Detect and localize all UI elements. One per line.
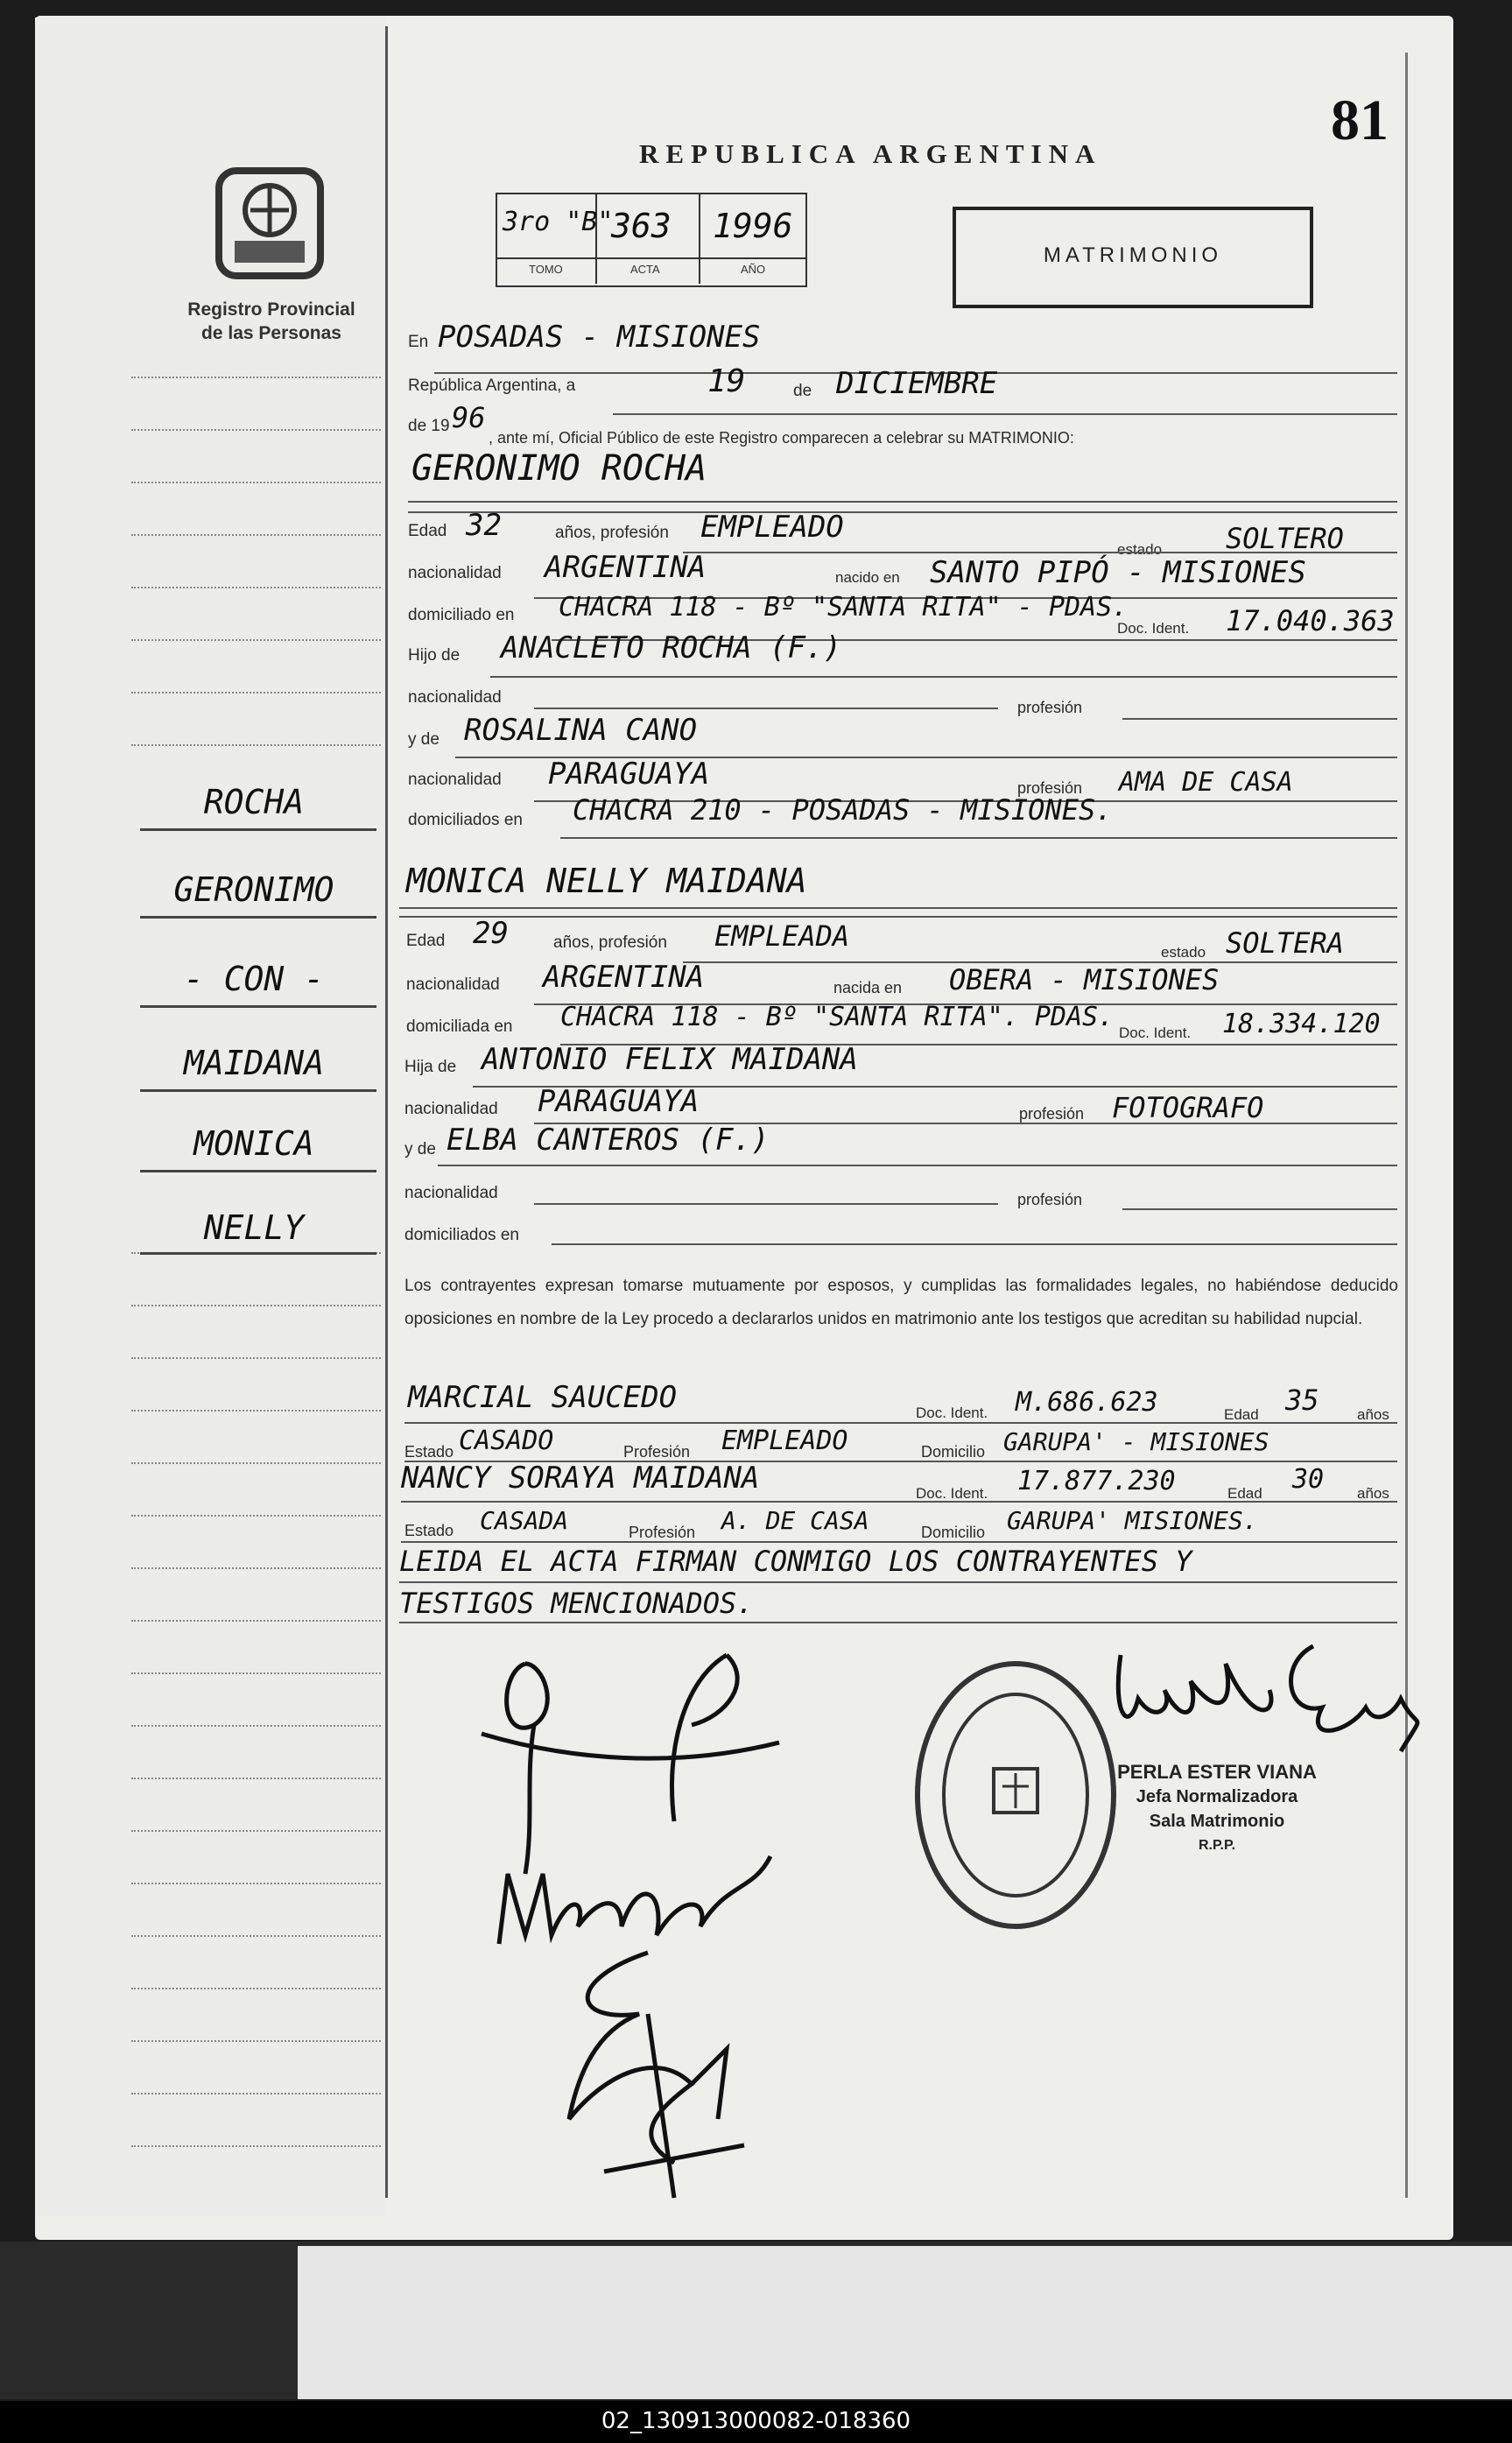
groom-dom-label: domiciliado en <box>408 606 515 624</box>
signature-3-icon <box>517 1944 779 2207</box>
margin-name-2: GERONIMO <box>173 870 334 909</box>
groom-anos-label: años, profesión <box>555 524 669 542</box>
closing-line-2: TESTIGOS MENCIONADOS. <box>399 1587 754 1620</box>
witness1-name: MARCIAL SAUCEDO <box>408 1380 678 1415</box>
groom-domicilio: CHACRA 118 - Bº "SANTA RITA" - PDAS. <box>559 592 1129 623</box>
closing-line-1: LEIDA EL ACTA FIRMAN CONMIGO LOS CONTRAYENTES Y <box>399 1545 1192 1578</box>
scan-code: 02_130913000082-018360 <box>601 2408 911 2434</box>
groom-doc: 17.040.363 <box>1226 604 1395 637</box>
witness2-edad: 30 <box>1292 1464 1325 1495</box>
bride-nac2-label: nacionalidad <box>404 1100 498 1118</box>
year-prefix: de 19 <box>408 417 450 435</box>
groom-edad: 32 <box>466 508 502 543</box>
witness2-doc: 17.877.230 <box>1017 1466 1176 1496</box>
margin-column <box>35 18 385 2215</box>
witness1-doc: M.686.623 <box>1016 1387 1158 1418</box>
margin-name-4: MAIDANA <box>183 1044 325 1082</box>
registry-label: Registro Provincial de las Personas <box>187 299 355 343</box>
republica-label: República Argentina, a <box>408 377 576 395</box>
witness1-dom-label: Domicilio <box>921 1443 986 1461</box>
witness1-estado: CASADO <box>459 1426 554 1456</box>
bride-padre: ANTONIO FELIX MAIDANA <box>482 1042 858 1077</box>
groom-estado-label: estado <box>1117 541 1163 558</box>
country-heading: REPUBLICA ARGENTINA <box>639 138 1102 169</box>
bride-nacida-label: nacida en <box>833 979 903 996</box>
groom-hijo-label: Hijo de <box>408 646 461 665</box>
official-signature-icon <box>1103 1629 1436 1778</box>
month-value: DICIEMBRE <box>836 366 998 401</box>
margin-name-6: NELLY <box>203 1208 305 1247</box>
de-label: de <box>793 382 812 400</box>
page-edge <box>1405 53 1408 2198</box>
witness2-name: NANCY SORAYA MAIDANA <box>401 1461 760 1496</box>
bride-prof2-label: profesión <box>1019 1105 1085 1123</box>
bride-padre-nac: PARAGUAYA <box>538 1084 700 1119</box>
ano-label: AÑO <box>741 263 766 276</box>
witness2-edad-label: Edad <box>1227 1485 1262 1502</box>
groom-estado: SOLTERO <box>1226 522 1344 555</box>
groom-name: GERONIMO ROCHA <box>411 448 707 489</box>
bride-nac3-label: nacionalidad <box>404 1184 498 1202</box>
groom-nac2-label: nacionalidad <box>408 688 502 707</box>
witness2-dom-label: Domicilio <box>921 1524 986 1541</box>
bride-nacionalidad: ARGENTINA <box>543 960 705 995</box>
witness2-estado: CASADA <box>480 1506 569 1535</box>
record-type: MATRIMONIO <box>1043 243 1223 267</box>
groom-padre: ANACLETO ROCHA (F.) <box>501 630 841 665</box>
witness1-prof-label: Profesión <box>623 1443 691 1461</box>
bride-doc: 18.334.120 <box>1222 1009 1381 1039</box>
groom-nacionalidad: ARGENTINA <box>545 550 707 585</box>
scan-footer <box>0 2401 1512 2443</box>
groom-doc-label: Doc. Ident. <box>1117 620 1190 637</box>
page-number: 81 <box>1331 88 1389 152</box>
margin-name-3: - CON - <box>183 960 325 998</box>
bride-edad-label: Edad <box>406 932 446 950</box>
witness1-estado-label: Estado <box>404 1443 454 1461</box>
groom-doms-label: domiciliados en <box>408 811 523 829</box>
witness2-doc-label: Doc. Ident. <box>916 1485 988 1502</box>
tomo-value: 3ro "B" <box>503 207 614 237</box>
intro-text: , ante mí, Oficial Público de este Registro comparecen a celebrar su MATRIMONIO: <box>489 429 1074 447</box>
bride-anos-label: años, profesión <box>553 933 667 952</box>
groom-padres-dom: CHACRA 210 - POSADAS - MISIONES. <box>573 793 1113 827</box>
groom-prof3-label: profesión <box>1017 779 1083 797</box>
groom-nac-label: nacionalidad <box>408 564 502 582</box>
signature-2-icon <box>490 1839 788 1961</box>
bride-edad: 29 <box>473 916 509 951</box>
day-value: 19 <box>707 363 746 399</box>
record-type-box <box>953 207 1313 308</box>
witness1-edad-label: Edad <box>1224 1406 1259 1423</box>
declaration-text: Los contrayentes expresan tomarse mutuamente por esposos, y cumplidas las formalidades legales, no habiéndose deducido oposiciones en nombre de la Ley procedo a declararlos unidos en matrimonio ante los testigos que acreditan su habilidad nupcial. <box>404 1277 1398 1328</box>
witness1-anos-label: años <box>1357 1406 1389 1423</box>
ano-value: 1996 <box>713 207 793 245</box>
groom-madre-prof: AMA DE CASA <box>1119 767 1293 798</box>
groom-yde-label: y de <box>408 730 440 749</box>
bride-madre: ELBA CANTEROS (F.) <box>447 1123 770 1158</box>
witness1-profesion: EMPLEADO <box>721 1426 848 1456</box>
desk-light <box>298 2246 1512 2399</box>
en-label: En <box>408 333 429 351</box>
acta-value: 363 <box>611 207 672 245</box>
bride-prof3-label: profesión <box>1017 1191 1083 1208</box>
witness1-edad: 35 <box>1285 1383 1319 1417</box>
groom-profesion: EMPLEADO <box>700 510 844 545</box>
groom-nacido-label: nacido en <box>835 569 900 586</box>
margin-name-5: MONICA <box>193 1124 314 1163</box>
witness1-doc-label: Doc. Ident. <box>916 1405 988 1421</box>
witness2-prof-label: Profesión <box>629 1524 696 1541</box>
provincial-seal-icon <box>208 162 331 285</box>
groom-nac3-label: nacionalidad <box>408 771 502 789</box>
bride-estado: SOLTERA <box>1226 926 1344 960</box>
bride-nac-label: nacionalidad <box>406 975 500 994</box>
bride-yde-label: y de <box>404 1140 436 1158</box>
witness2-profesion: A. DE CASA <box>721 1506 869 1535</box>
groom-madre: ROSALINA CANO <box>464 713 698 748</box>
bride-nacida: OBERA - MISIONES <box>949 963 1220 996</box>
bride-domicilio: CHACRA 118 - Bº "SANTA RITA". PDAS. <box>560 1002 1115 1032</box>
column-divider <box>385 26 388 2198</box>
witness1-domicilio: GARUPA' - MISIONES <box>1003 1427 1269 1456</box>
acta-label: ACTA <box>630 263 660 276</box>
groom-edad-label: Edad <box>408 522 447 540</box>
bride-estado-label: estado <box>1161 944 1206 961</box>
bride-doc-label: Doc. Ident. <box>1119 1024 1192 1041</box>
groom-madre-nac: PARAGUAYA <box>548 757 710 792</box>
bride-dom-label: domiciliada en <box>406 1017 513 1036</box>
bride-doms-label: domiciliados en <box>404 1226 519 1244</box>
margin-name-1: ROCHA <box>203 783 305 821</box>
groom-prof2-label: profesión <box>1017 699 1083 716</box>
witness2-estado-label: Estado <box>404 1522 454 1539</box>
place-value: POSADAS - MISIONES <box>438 320 761 355</box>
bride-hija-label: Hija de <box>404 1058 457 1076</box>
record-box <box>496 193 807 287</box>
groom-nacido: SANTO PIPÓ - MISIONES <box>930 555 1306 590</box>
bride-name: MONICA NELLY MAIDANA <box>406 862 807 900</box>
bride-padre-prof: FOTOGRAFO <box>1112 1091 1264 1124</box>
bride-profesion: EMPLEADA <box>714 919 850 953</box>
witness2-anos-label: años <box>1357 1485 1389 1502</box>
official-title: PERLA ESTER VIANA Jefa Normalizadora Sala Matrimonio R.P.P. <box>1117 1761 1317 1853</box>
year-value: 96 <box>452 401 486 434</box>
tomo-label: TOMO <box>529 263 563 276</box>
witness2-domicilio: GARUPA' MISIONES. <box>1007 1506 1258 1535</box>
